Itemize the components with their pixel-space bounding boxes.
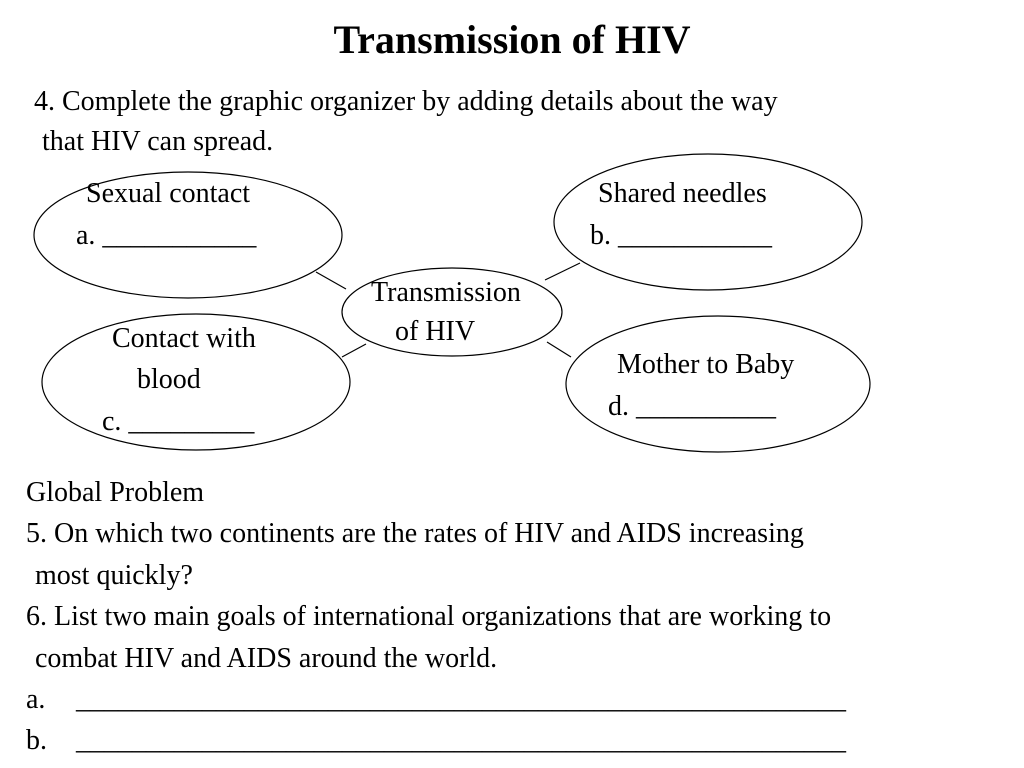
question-6-line-1: 6. List two main goals of international organizations that are working to	[26, 601, 832, 632]
answer-b-line: _______________________________________________________	[76, 725, 846, 756]
connector-mother-to-baby	[547, 342, 571, 357]
contact-with-blood-label-line-1: Contact with	[112, 323, 256, 354]
contact-with-blood-label-line-2: blood	[137, 364, 201, 395]
global-problem-heading: Global Problem	[26, 477, 205, 508]
mother-to-baby-label: Mother to Baby	[617, 349, 795, 380]
page-title: Transmission of HIV	[333, 17, 691, 62]
sexual-contact-blank: a. ___________	[76, 220, 257, 251]
connector-sexual-contact	[316, 272, 346, 289]
question-4-line-2: that HIV can spread.	[42, 126, 274, 157]
connector-shared-needles	[545, 263, 580, 280]
connector-contact-with-blood	[342, 344, 366, 357]
answer-b-label: b.	[26, 725, 47, 756]
question-5-line-1: 5. On which two continents are the rates of HIV and AIDS increasing	[26, 518, 804, 549]
shared-needles-blank: b. ___________	[590, 220, 772, 251]
sexual-contact-label: Sexual contact	[86, 178, 251, 209]
center-label-line-1: Transmission	[371, 277, 521, 308]
center-label-line-2: of HIV	[395, 316, 476, 347]
question-6-line-2: combat HIV and AIDS around the world.	[35, 643, 498, 674]
answer-a-label: a.	[26, 684, 46, 715]
shared-needles-label: Shared needles	[598, 178, 767, 209]
answer-a-line: _______________________________________________________	[76, 684, 846, 715]
mother-to-baby-ellipse	[566, 316, 870, 452]
contact-with-blood-blank: c. _________	[102, 406, 255, 437]
question-5-line-2: most quickly?	[35, 560, 193, 591]
question-4-line-1: 4. Complete the graphic organizer by adding details about the way	[34, 86, 778, 117]
mother-to-baby-blank: d. __________	[608, 391, 776, 422]
